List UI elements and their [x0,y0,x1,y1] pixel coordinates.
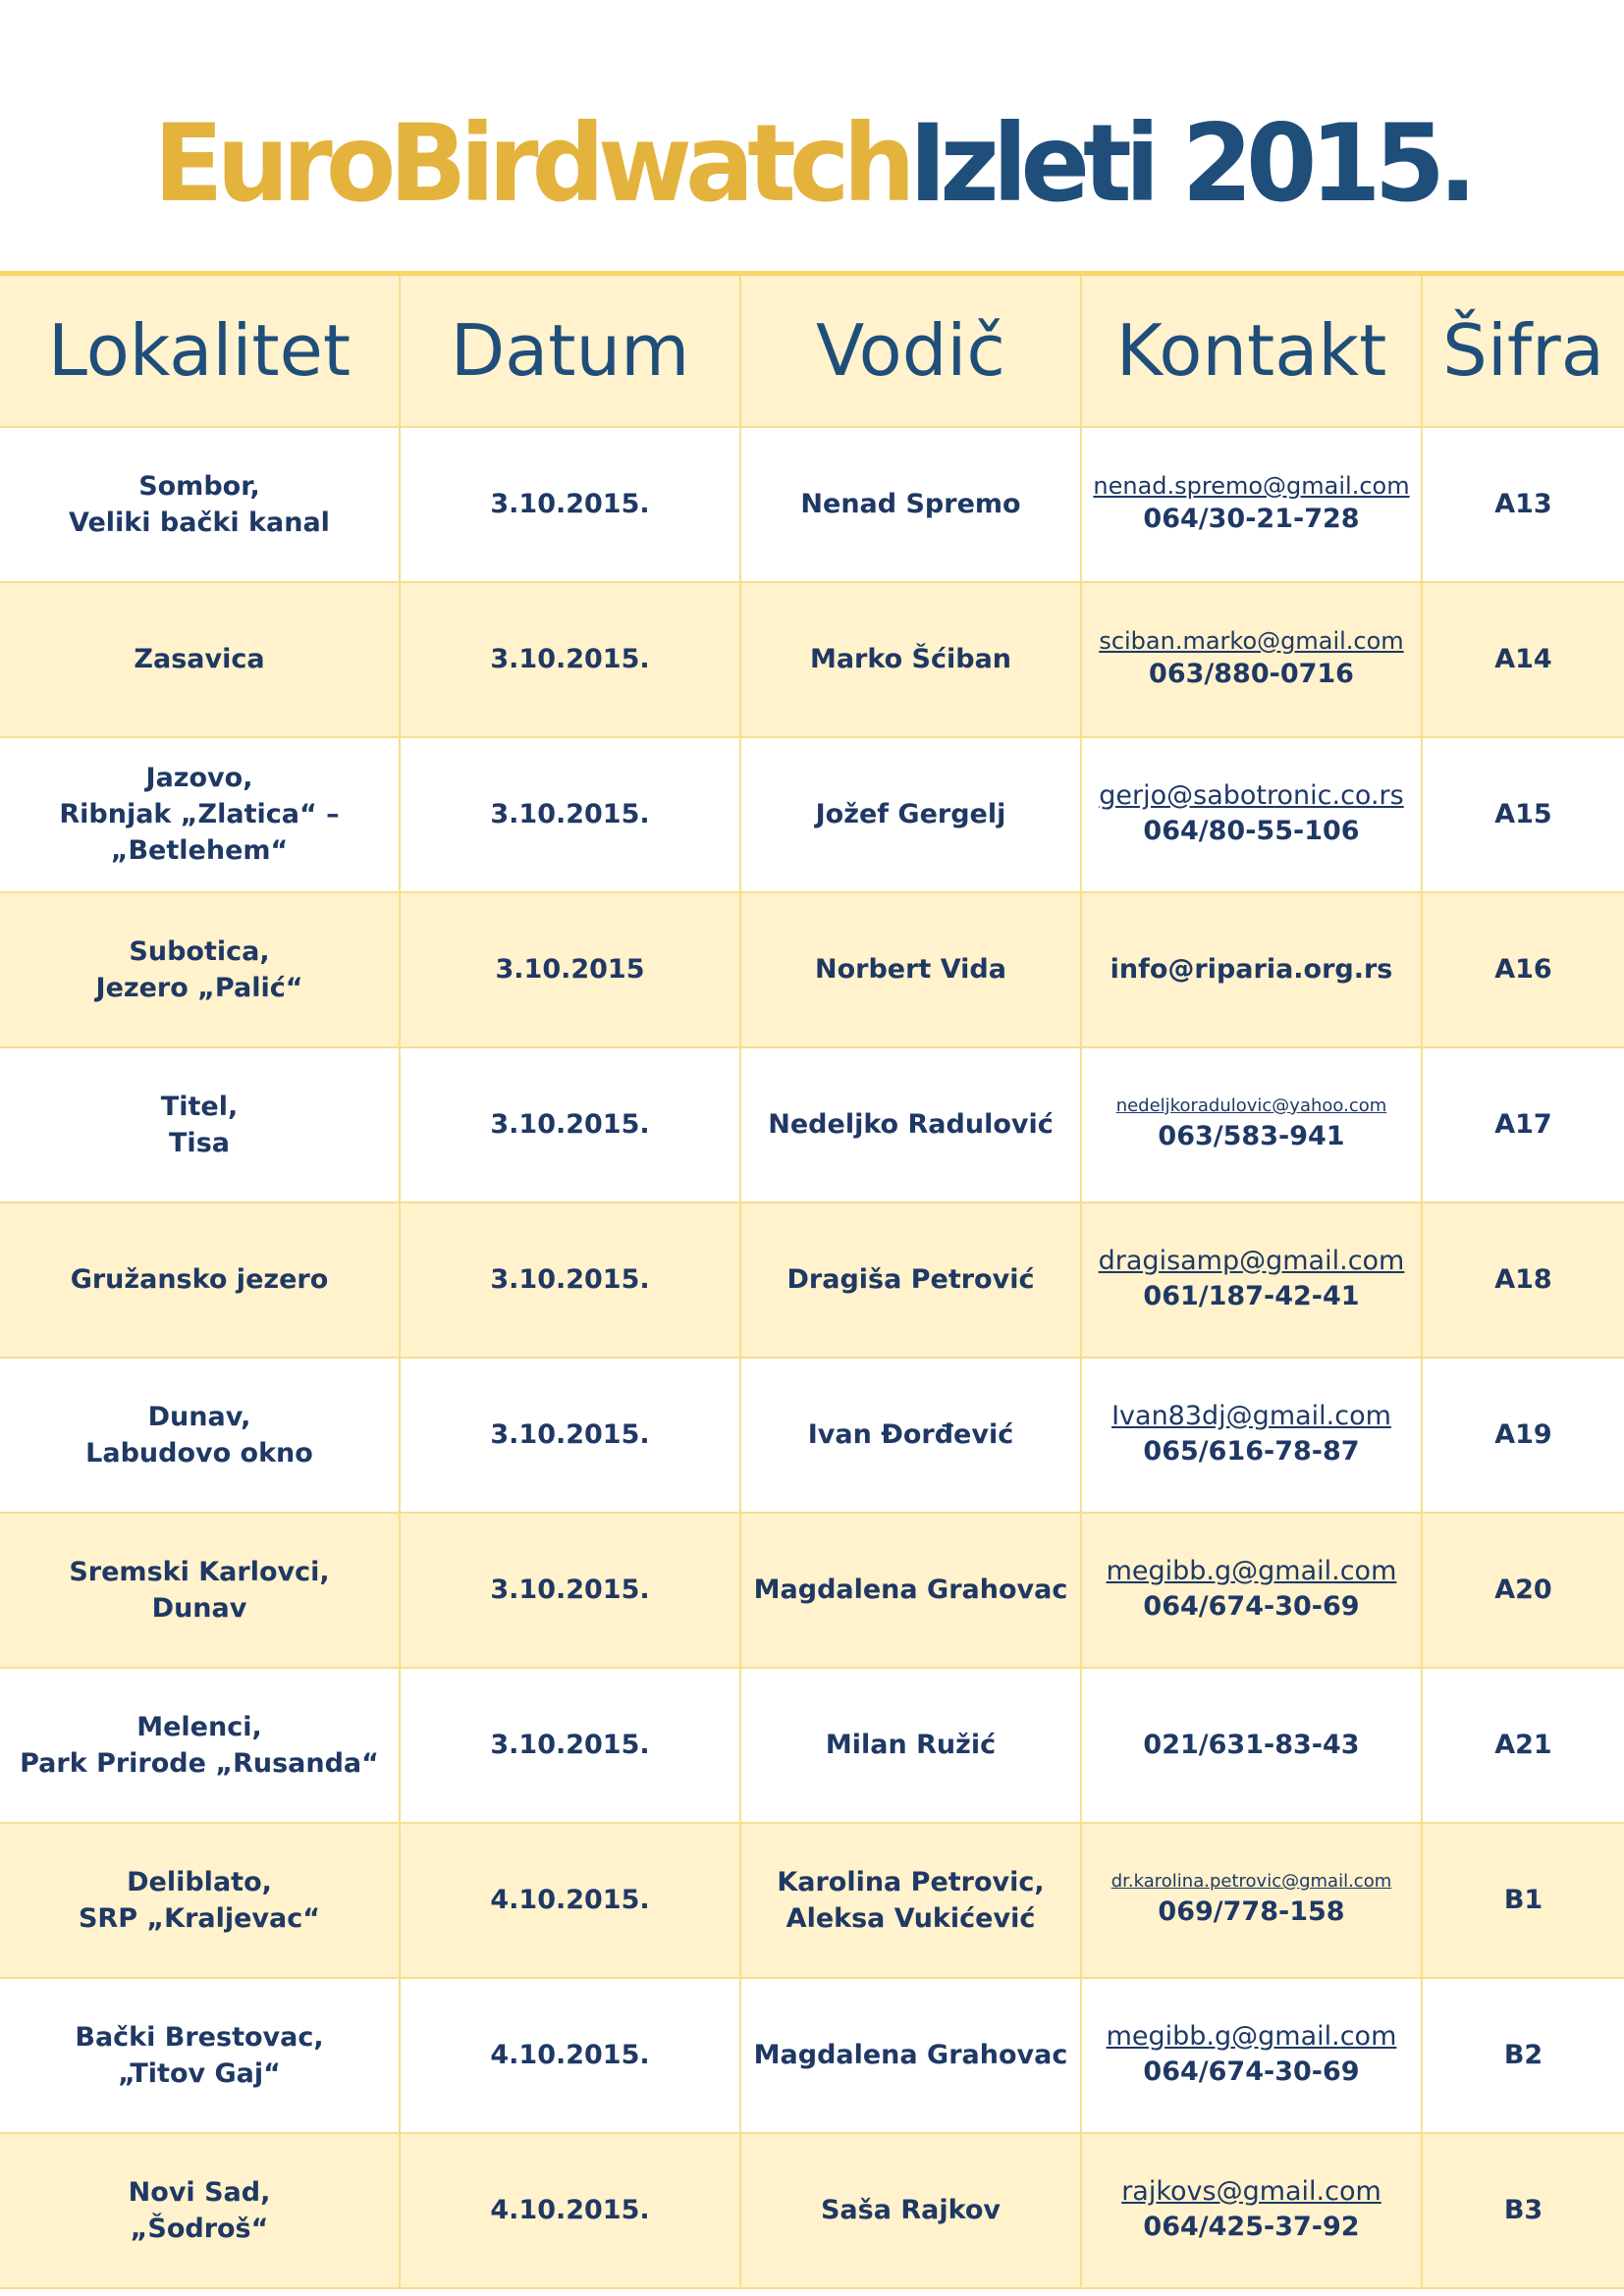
email-link[interactable]: gerjo@sabotronic.co.rs [1099,780,1404,811]
table-row [0,2133,1624,2288]
contact-cell [1081,1823,1422,1978]
contact-email-text: info@riparia.org.rs [1110,954,1393,985]
code-cell: A15 [1422,737,1624,892]
location-line: SRP „Kraljevac“ [78,1902,321,1934]
header-kontakt: Kontakt [1081,274,1422,427]
date-cell: 4.10.2015. [400,1978,740,2133]
location-cell [0,1668,400,1823]
location-line: Gružansko jezero [70,1264,329,1295]
date-cell: 3.10.2015 [400,892,740,1047]
contact-cell [1081,2133,1422,2288]
guide-cell: Ivan Đorđević [740,1358,1081,1513]
code-cell: A16 [1422,892,1624,1047]
contact-cell [1081,892,1422,1047]
table-header-row [0,274,1624,427]
location-cell [0,1978,400,2133]
location-cell [0,892,400,1047]
email-link[interactable]: megibb.g@gmail.com [1106,1556,1397,1586]
location-line: Deliblato, [127,1866,272,1897]
location-line: Ribnjak „Zlatica“ – [59,799,340,829]
code-cell: B2 [1422,1978,1624,2133]
trips-table [0,271,1624,2289]
table-row [0,1668,1624,1823]
phone-number: 064/674-30-69 [1143,2056,1360,2087]
phone-number: 063/880-0716 [1149,659,1354,689]
header-lokalitet: Lokalitet [0,274,400,427]
location-cell [0,427,400,582]
location-cell [0,1358,400,1513]
code-cell: A20 [1422,1513,1624,1668]
date-cell: 3.10.2015. [400,1358,740,1513]
header-vodic: Vodič [740,274,1081,427]
code-cell: B3 [1422,2133,1624,2288]
location-cell [0,1202,400,1358]
date-cell: 4.10.2015. [400,1823,740,1978]
page-title [0,91,1624,236]
contact-cell [1081,1202,1422,1358]
code-cell: A21 [1422,1668,1624,1823]
contact-cell [1081,1513,1422,1668]
date-cell: 3.10.2015. [400,1668,740,1823]
email-link[interactable]: rajkovs@gmail.com [1121,2176,1381,2207]
title-part-eurobirdwatch: EuroBirdwatch [153,99,909,227]
date-cell: 3.10.2015. [400,582,740,737]
location-line: Titel, [160,1091,239,1122]
email-link[interactable]: sciban.marko@gmail.com [1099,627,1404,655]
date-cell: 3.10.2015. [400,737,740,892]
table-row [0,1978,1624,2133]
location-cell [0,1047,400,1202]
title-part-izleti: Izleti [908,99,1154,227]
email-link[interactable]: dragisamp@gmail.com [1098,1246,1405,1276]
guide-cell: Nedeljko Radulović [740,1047,1081,1202]
contact-cell [1081,582,1422,737]
guide-cell: Marko Šćiban [740,582,1081,737]
email-link[interactable]: megibb.g@gmail.com [1106,2021,1397,2052]
guide-cell: Magdalena Grahovac [740,1978,1081,2133]
location-line: „Šodroš“ [130,2213,269,2244]
header-datum: Datum [400,274,740,427]
location-line: Novi Sad, [128,2176,271,2208]
location-line: Bački Brestovac, [75,2021,324,2053]
email-link[interactable]: Ivan83dj@gmail.com [1111,1401,1391,1431]
phone-number: 064/674-30-69 [1143,1591,1360,1622]
code-cell: A19 [1422,1358,1624,1513]
table-row [0,1358,1624,1513]
location-cell [0,1823,400,1978]
code-cell: A17 [1422,1047,1624,1202]
phone-number: 061/187-42-41 [1143,1281,1360,1311]
guide-cell: Dragiša Petrović [740,1202,1081,1358]
location-line: Melenci, [136,1711,262,1742]
guide-cell: Magdalena Grahovac [740,1513,1081,1668]
location-line: Dunav [151,1592,247,1624]
table-row [0,737,1624,892]
title-part-year: 2015. [1153,99,1471,227]
email-link[interactable]: nedeljkoradulovic@yahoo.com [1115,1095,1387,1116]
contact-cell [1081,737,1422,892]
contact-cell [1081,427,1422,582]
location-line: „Titov Gaj“ [118,2057,281,2089]
location-line: Tisa [169,1127,230,1158]
location-cell [0,2133,400,2288]
date-cell: 3.10.2015. [400,1047,740,1202]
location-line: Labudovo okno [85,1437,313,1468]
guide-cell [740,1823,1081,1978]
email-link[interactable]: dr.karolina.petrovic@gmail.com [1110,1871,1392,1892]
date-cell: 3.10.2015. [400,1513,740,1668]
location-line: Veliki bački kanal [69,507,330,538]
email-link[interactable]: nenad.spremo@gmail.com [1093,472,1410,500]
location-line: Zasavica [134,644,265,674]
phone-number: 064/30-21-728 [1143,504,1360,534]
date-cell: 3.10.2015. [400,1202,740,1358]
location-line: Subotica, [129,935,270,967]
code-cell: B1 [1422,1823,1624,1978]
guide-cell: Norbert Vida [740,892,1081,1047]
phone-number: 064/80-55-106 [1143,816,1360,846]
contact-cell [1081,1978,1422,2133]
location-line: Jezero „Palić“ [95,972,303,1003]
table-row [0,582,1624,737]
code-cell: A18 [1422,1202,1624,1358]
date-cell: 4.10.2015. [400,2133,740,2288]
phone-number: 063/583-941 [1158,1121,1345,1151]
phone-number: 021/631-83-43 [1143,1730,1360,1760]
phone-number: 065/616-78-87 [1143,1436,1360,1467]
contact-cell [1081,1358,1422,1513]
location-line: Sremski Karlovci, [69,1556,330,1587]
code-cell: A13 [1422,427,1624,582]
guide-cell: Saša Rajkov [740,2133,1081,2288]
phone-number: 064/425-37-92 [1143,2212,1360,2242]
table-row [0,892,1624,1047]
guide-cell: Milan Ružić [740,1668,1081,1823]
location-cell [0,582,400,737]
location-line: Dunav, [147,1401,251,1432]
location-cell [0,1513,400,1668]
location-line: „Betlehem“ [110,835,289,866]
header-sifra: Šifra [1422,274,1624,427]
table-row [0,1513,1624,1668]
location-line: Jazovo, [145,763,253,793]
guide-cell: Jožef Gergelj [740,737,1081,892]
table-row [0,1823,1624,1978]
guide-name: Karolina Petrovic, [777,1866,1045,1897]
location-cell [0,737,400,892]
table-row [0,427,1624,582]
guide-name: Aleksa Vukićević [785,1902,1036,1934]
location-line: Sombor, [138,470,260,502]
date-cell: 3.10.2015. [400,427,740,582]
guide-cell: Nenad Spremo [740,427,1081,582]
table-row [0,1202,1624,1358]
table-row [0,1047,1624,1202]
phone-number: 069/778-158 [1158,1896,1345,1927]
contact-cell [1081,1668,1422,1823]
contact-cell [1081,1047,1422,1202]
code-cell: A14 [1422,582,1624,737]
location-line: Park Prirode „Rusanda“ [20,1747,379,1779]
